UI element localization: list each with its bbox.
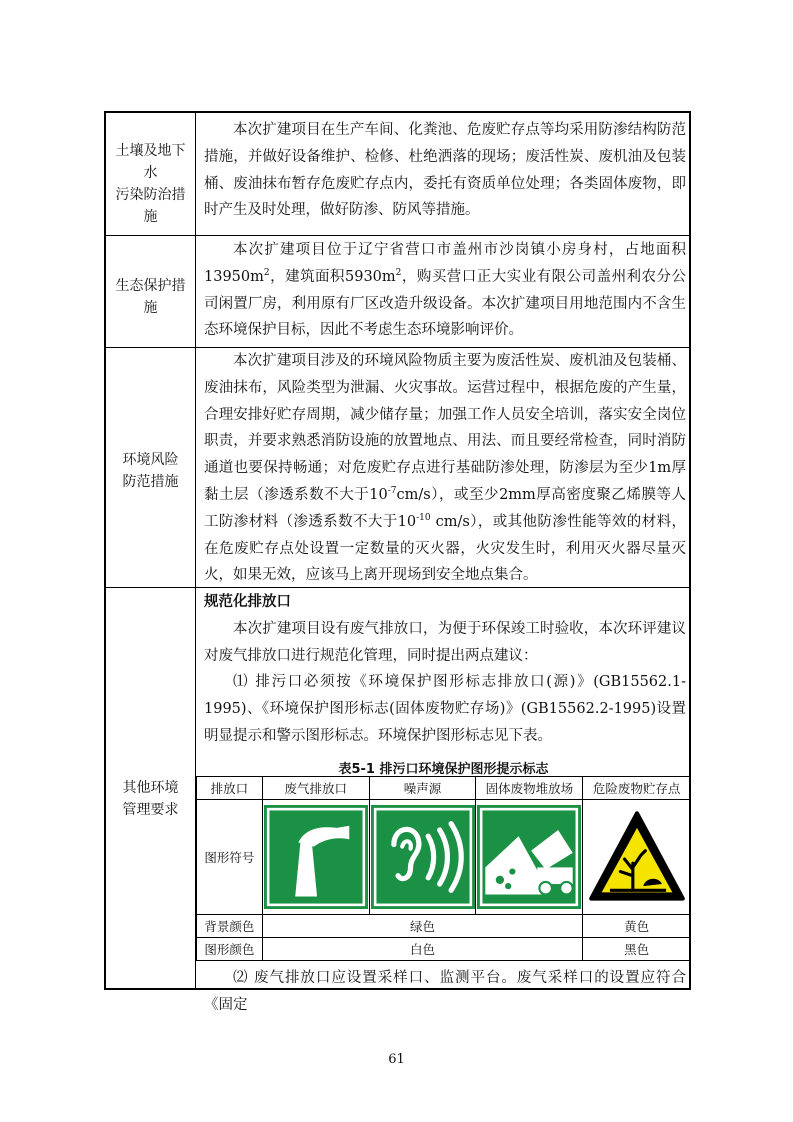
row-content-soil: [204, 117, 686, 224]
superscript: 2: [395, 267, 402, 278]
row-content-other: [204, 589, 686, 750]
measures-table: [104, 111, 691, 1013]
text-run: cm/s），或至少2mm厚高密度聚乙烯膜等人工防渗材料（渗透系数不大于10: [204, 486, 687, 530]
label-line: 施: [143, 209, 158, 225]
text-run: 本次扩建项目位于辽宁省营口市盖州市沙岗镇小房身村，占地面积13950m: [204, 242, 686, 285]
sign-cell: [583, 800, 691, 915]
table-cell: 白色: [262, 938, 582, 961]
label-line: 生态保护措: [115, 278, 186, 294]
header-cell: 噪声源: [369, 777, 476, 800]
table-row: [197, 915, 691, 938]
sign-cell: [262, 800, 369, 915]
superscript: -7: [387, 486, 397, 497]
paragraph: [204, 348, 686, 589]
table-row: [197, 938, 691, 961]
label-line: 环境风险: [122, 452, 179, 468]
row-label-cell: 图形符号: [197, 800, 263, 915]
hazardous-waste-triangle-icon: [585, 805, 689, 909]
row-label-cell: 图形颜色: [197, 938, 263, 961]
row-content-risk: [204, 348, 686, 589]
header-cell: 排放口: [197, 777, 263, 800]
page-number: 61: [388, 1052, 405, 1067]
row-label-risk: [106, 449, 195, 493]
row-label-cell: 背景颜色: [197, 915, 263, 938]
sign-cell: [369, 800, 476, 915]
solid-waste-dump-icon: [477, 805, 581, 909]
row-content-ecology: [204, 237, 686, 344]
row-divider: [106, 235, 689, 236]
paragraph: 本次扩建项目在生产车间、化粪池、危废贮存点等均采用防渗结构防范措施，并做好设备维护、检修、杜绝洒落的现场；废活性炭、废机油及包装桶、废油抹布暂存危废贮存点内，委托有资质单位处理；各类固体废物，即时产生及时处理，做好防渗、防风等措施。: [204, 122, 686, 219]
label-line: 其他环境: [122, 780, 179, 796]
text-run: cm/s），或其他防渗性能等效的材料，在危废贮存点处设置一定数量的灭火器，火灾发生时，利用灭火器尽量灭火，如果无效，应该马上离开现场到安全地点集合。: [204, 513, 687, 584]
table-cell: 绿色: [262, 915, 582, 938]
text-run: ，购买营口正大实业有限公司盖州利农分公司闲置厂房，利用原有厂区改造升级设备。本次扩建项目用地范围内不含生态环境保护目标，因此不考虑生态环境影响评价。: [204, 268, 686, 339]
paragraph: 本次扩建项目设有废气排放口，为便于环保竣工时验收，本次环评建议对废气排放口进行规范化管理，同时提出两点建议：: [204, 620, 686, 664]
header-cell: 危险废物贮存点: [583, 777, 691, 800]
row-content-other-continued: [204, 965, 686, 1013]
superscript: -10: [416, 512, 431, 523]
text-run: ，建筑面积5930m: [269, 268, 396, 285]
sign-cell: [476, 800, 583, 915]
label-line: 水: [143, 165, 158, 181]
exhaust-stack-icon: [264, 805, 368, 909]
text-run: 本次扩建项目涉及的环境风险物质主要为废活性炭、废机油及包装桶、废油抹布，风险类型为泄漏、火灾事故。运营过程中，根据危废的产生量，合理安排好贮存周期，减少储存量；加强工作人员安全培训，落实安全岗位职责，并要求熟悉消防设施的放置地点、用法、而且要经常检查，同时消防通道也要保持畅通；对危废贮存点进行基础防渗处理，防渗层为至少1m厚黏土层（渗透系数不大于10: [204, 353, 686, 503]
header-cell: 废气排放口: [262, 777, 369, 800]
section-heading: 规范化排放口: [204, 593, 291, 610]
paragraph: ⑵ 废气排放口应设置采样口、监测平台。废气采样口的设置应符合《固定: [204, 970, 686, 1013]
table-header-row: [197, 777, 691, 800]
paragraph: ⑴ 排污口必须按《环境保护图形标志排放口(源)》(GB15562.1-1995)、《环境保护图形标志(固体废物贮存场)》(GB15562.2-1995)设置明显提示和警示图形标志。环境保护图形标志见下表。: [204, 674, 686, 744]
label-line: 土壤及地下: [115, 143, 186, 159]
paragraph: [204, 237, 686, 344]
label-line: 污染防治措: [115, 187, 186, 203]
table-cell: 黑色: [583, 938, 691, 961]
noise-ear-icon: [371, 805, 475, 909]
row-label-soil: [106, 140, 195, 228]
sign-table: [196, 776, 691, 961]
table-row: [197, 800, 691, 915]
label-line: 施: [143, 300, 158, 316]
superscript: 2: [263, 267, 270, 278]
label-line: 防范措施: [122, 474, 179, 490]
row-label-other: [106, 777, 195, 821]
header-cell: 固体废物堆放场: [476, 777, 583, 800]
row-label-ecology: [106, 275, 195, 319]
table-caption: 表5-1 排污口环境保护图形提示标志: [338, 762, 549, 777]
table-cell: 黄色: [583, 915, 691, 938]
label-line: 管理要求: [122, 802, 179, 818]
